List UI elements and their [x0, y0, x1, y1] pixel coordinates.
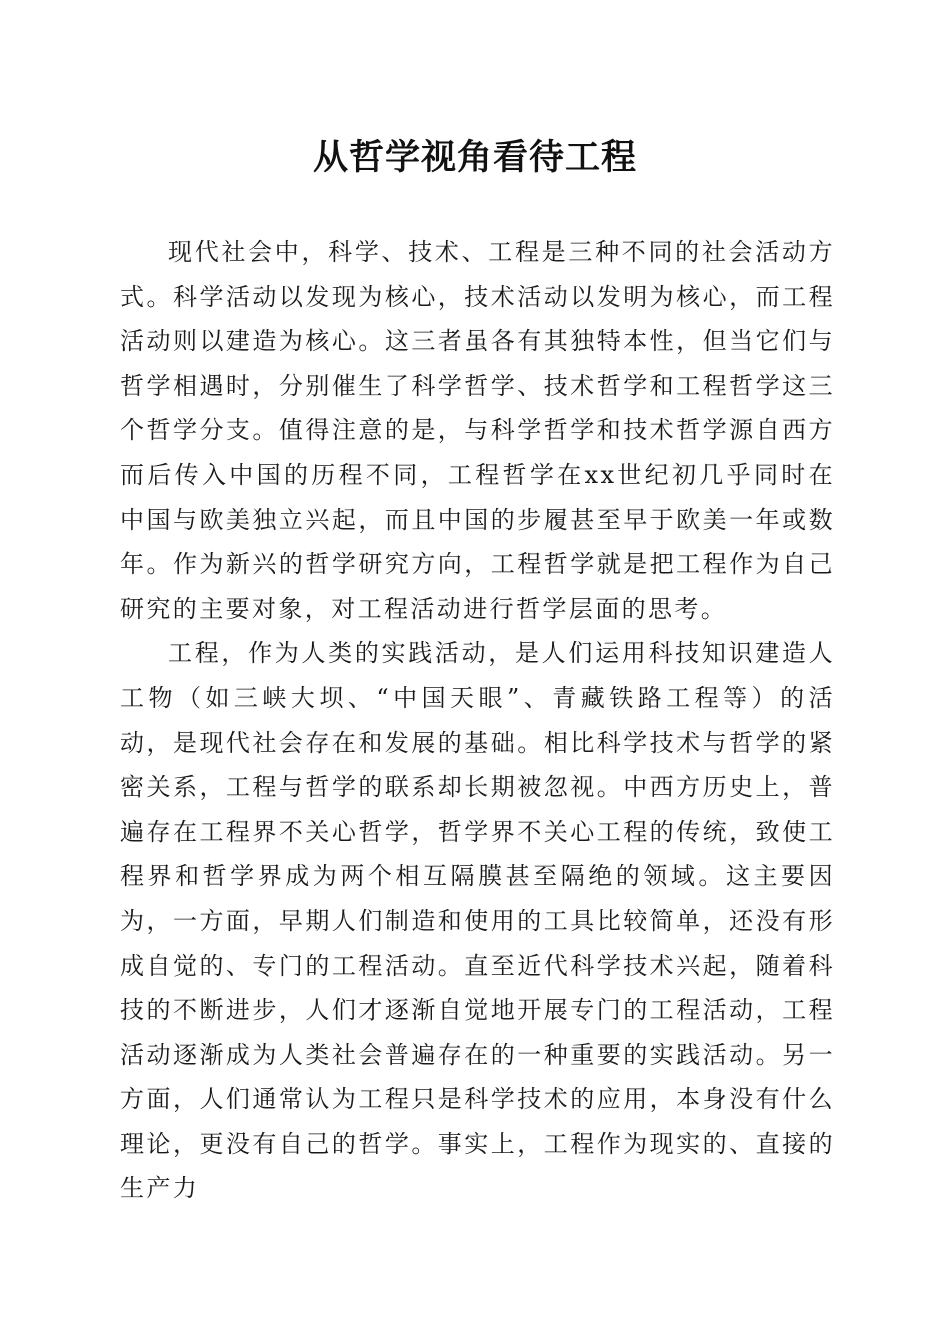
- page-title: 从哲学视角看待工程: [312, 137, 637, 178]
- paragraph: 工程，作为人类的实践活动，是人们运用科技知识建造人工物（如三峡大坝、“中国天眼”、青藏铁路工程等）的活动，是现代社会存在和发展的基础。相比科学技术与哲学的紧密关系，工程与哲学的联系却长期被忽视。中西方历史上，普遍存在工程界不关心哲学，哲学界不关心工程的传统，致使工程界和哲学界成为两个相互隔膜甚至隔绝的领域。这主要因为，一方面，早期人们制造和使用的工具比较简单，还没有形成自觉的、专门的工程活动。直至近代科学技术兴起，随着科技的不断进步，人们才逐渐自觉地开展专门的工程活动，工程活动逐渐成为人类社会普遍存在的一种重要的实践活动。另一方面，人们通常认为工程只是科学技术的应用，本身没有什么理论，更没有自己的哲学。事实上，工程作为现实的、直接的生产力: [120, 639, 835, 1203]
- paragraph: 现代社会中，科学、技术、工程是三种不同的社会活动方式。科学活动以发现为核心，技术活动以发明为核心，而工程活动则以建造为核心。这三者虽各有其独特本性，但当它们与哲学相遇时，分别催生了科学哲学、技术哲学和工程哲学这三个哲学分支。值得注意的是，与科学哲学和技术哲学源自西方而后传入中国的历程不同，工程哲学在xx世纪初几乎同时在中国与欧美独立兴起，而且中国的步履甚至早于欧美一年或数年。作为新兴的哲学研究方向，工程哲学就是把工程作为自己研究的主要对象，对工程活动进行哲学层面的思考。: [120, 238, 835, 623]
- document-body: [120, 230, 835, 1211]
